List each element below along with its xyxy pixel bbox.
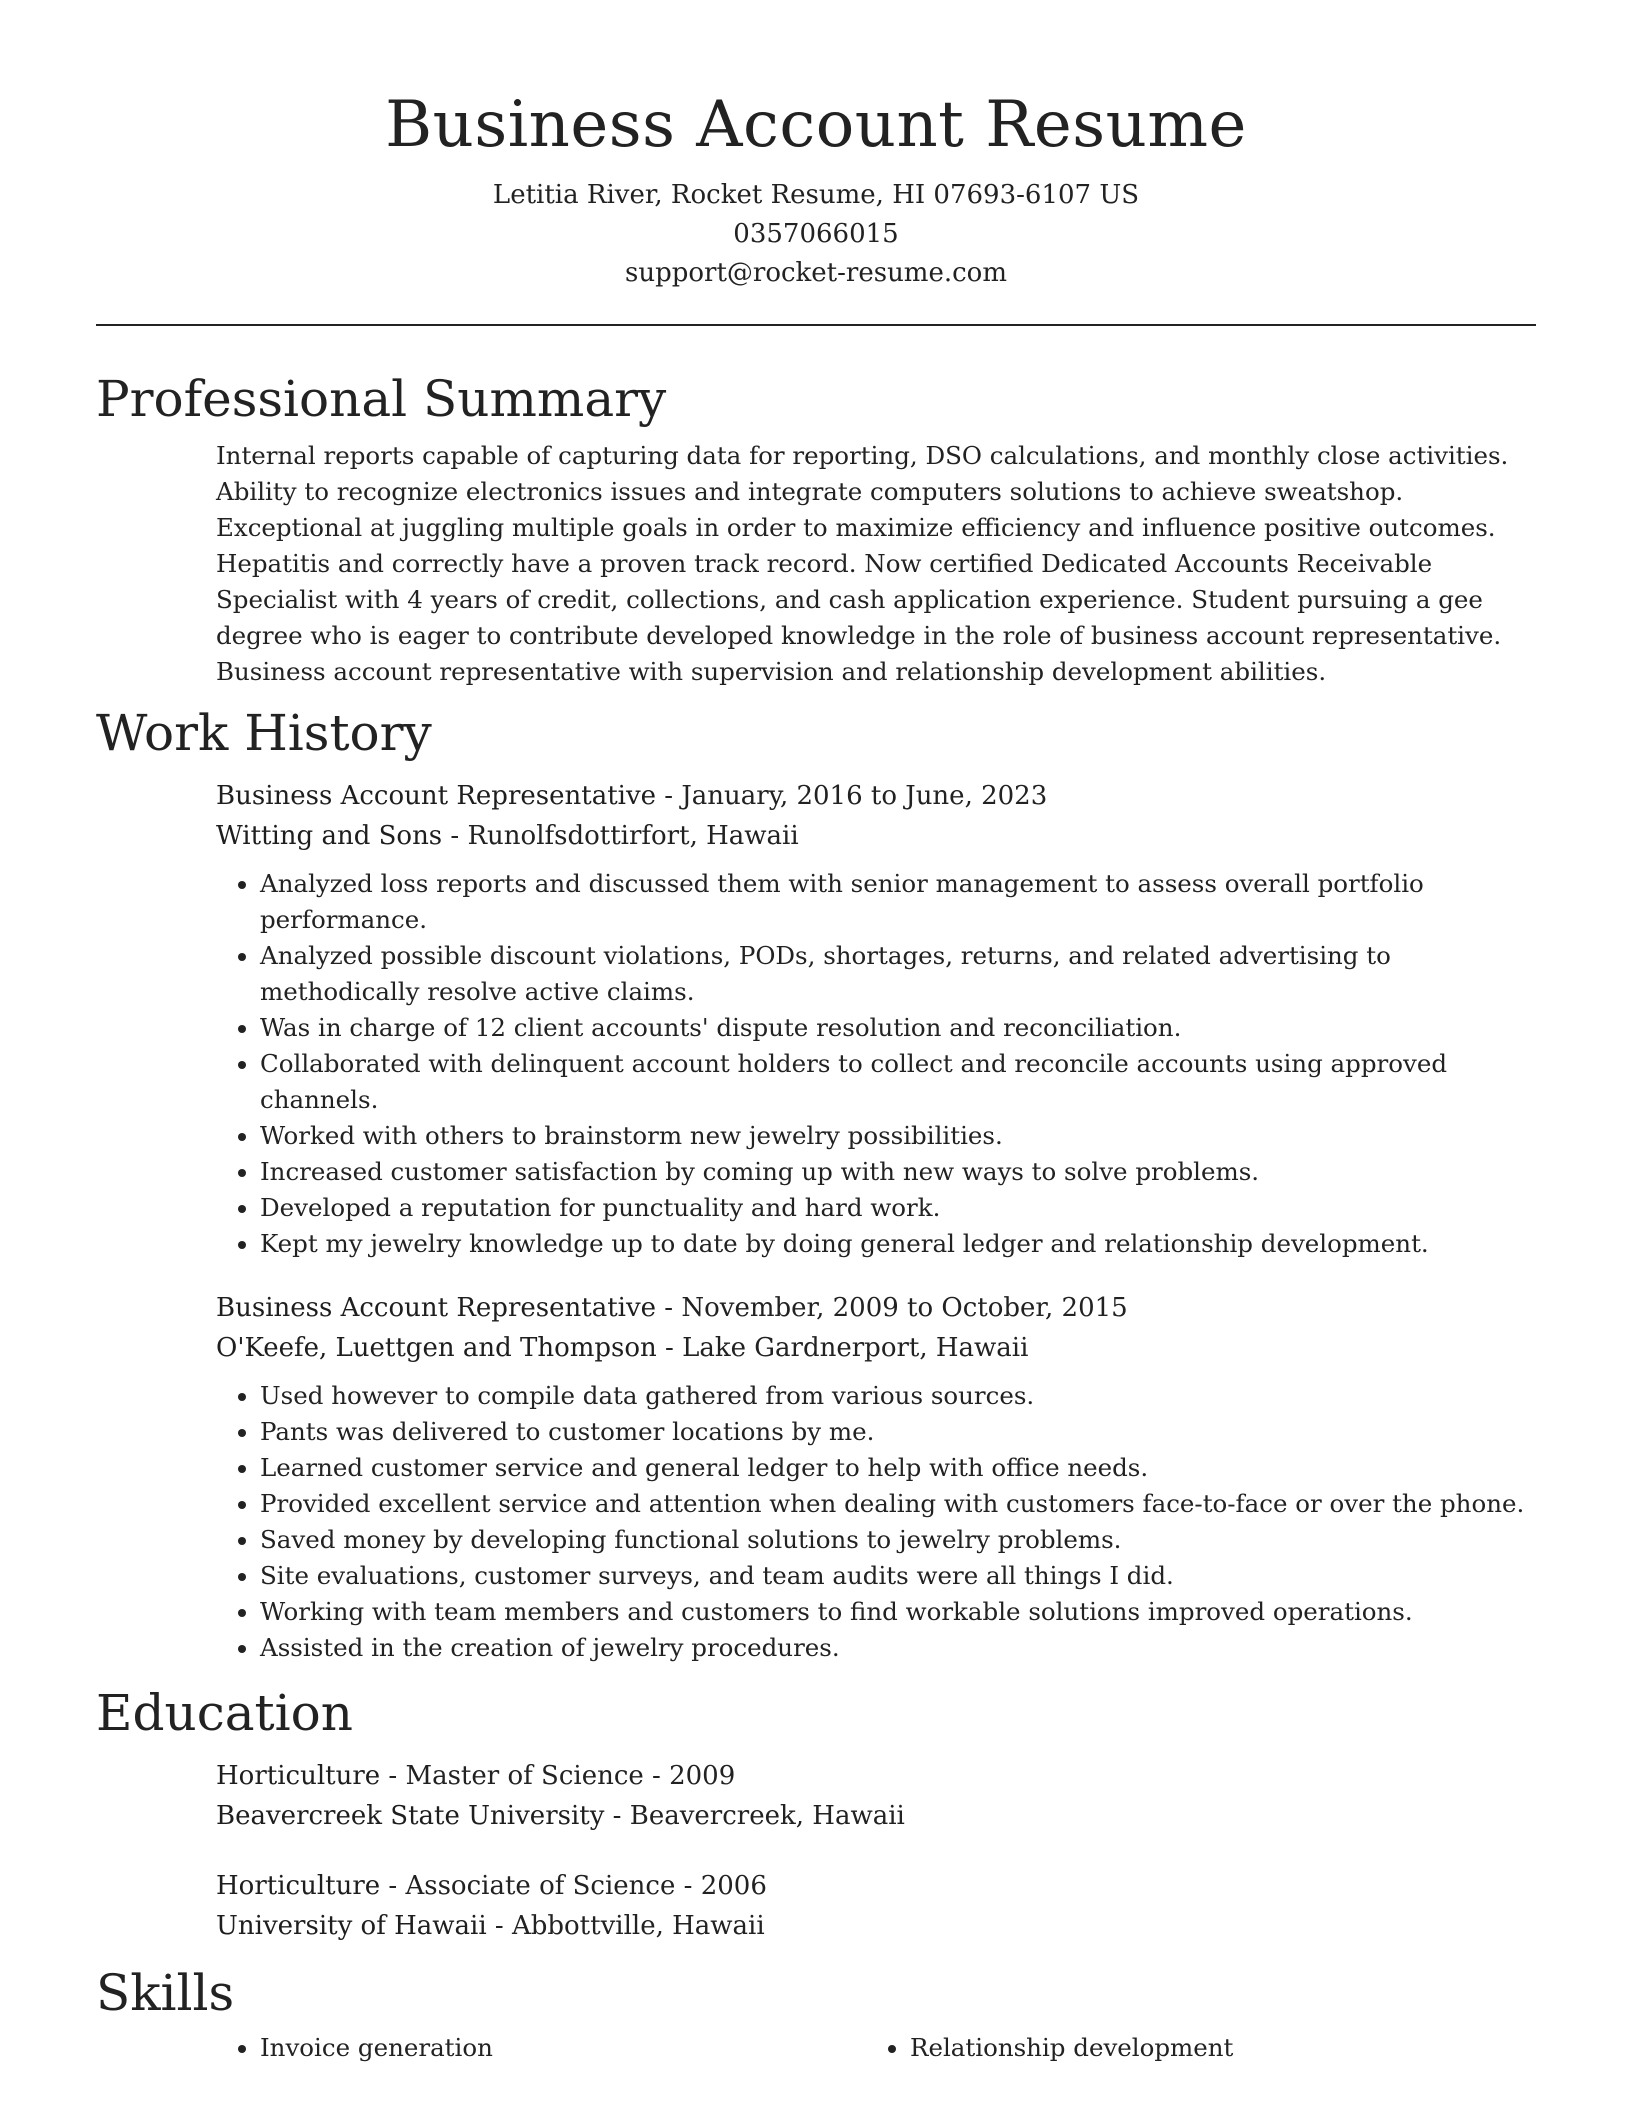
header-divider [96,324,1536,326]
work-history-heading: Work History [96,704,432,762]
resume-title: Business Account Resume [385,88,1247,162]
list-item: • Saved money by developing functional solutions to jewelry problems. [260,1522,1536,1558]
list-item: • Developed a reputation for punctuality and hard work. [260,1190,1536,1226]
list-item: • Assisted in the creation of jewelry procedures. [260,1630,1536,1666]
job-bullets [216,866,1536,1262]
job-dates: - November, 2009 to October, 2015 [656,1293,1128,1323]
job-title: Business Account Representative [216,1293,657,1323]
education-location: - Beavercreek, Hawaii [604,1801,905,1831]
list-item: • Increased customer satisfaction by coming up with new ways to solve problems. [260,1154,1536,1190]
list-item: • Was in charge of 12 client accounts' dispute resolution and reconciliation. [260,1010,1536,1046]
resume-page [96,0,1536,2066]
job-bullets [216,1378,1536,1666]
list-item: • Relationship development [910,2030,1516,2066]
job-title-line [216,776,1536,816]
education-school: University of Hawaii [216,1911,487,1941]
job-entry [216,776,1536,1262]
list-item: • Site evaluations, customer surveys, and team audits were all things I did. [260,1558,1536,1594]
job-title-line [216,1288,1536,1328]
list-item: • Used however to compile data gathered from various sources. [260,1378,1536,1414]
summary-text: Internal reports capable of capturing data for reporting, DSO calculations, and monthly close activities. Ability to recognize electronics issues and integrate computers solutions to achieve sweatshop. Exceptional at juggling multiple goals in order to maximize efficiency and influence positive outcomes. Hepatitis and correctly have a proven track record. Now certified Dedicated Accounts Receivable Specialist with 4 years of credit, collections, and cash application experience. Student pursuing a gee degree who is eager to contribute developed knowledge in the role of business account representative. Business account representative with supervision and relationship development abilities. [216,441,1509,686]
list-item: • Pants was delivered to customer locations by me. [260,1414,1536,1450]
education-school-line [216,1906,1536,1946]
education-entry [216,1756,1536,1836]
education-field: Horticulture [216,1871,381,1901]
job-company: O'Keefe, Luettgen and Thompson [216,1333,657,1363]
education-location: - Abbottville, Hawaii [486,1911,765,1941]
summary-heading: Professional Summary [96,370,667,428]
job-company-line [216,1328,1536,1368]
job-company-line [216,816,1536,856]
contact-block [96,176,1536,293]
list-item: • Kept my jewelry knowledge up to date by doing general ledger and relationship development. [260,1226,1536,1262]
job-company: Witting and Sons [216,821,443,851]
job-dates: - January, 2016 to June, 2023 [656,781,1048,811]
education-entry [216,1866,1536,1946]
list-item: • Worked with others to brainstorm new jewelry possibilities. [260,1118,1536,1154]
list-item: • Analyzed loss reports and discussed them with senior management to assess overall portfolio performance. [260,866,1536,938]
job-entry [216,1288,1536,1666]
education-degree-line [216,1866,1536,1906]
education-degree: - Associate of Science - 2006 [380,1871,767,1901]
list-item: • Invoice generation [260,2030,866,2066]
contact-email: support@rocket-resume.com [624,258,1007,288]
skills-list [216,2030,1536,2066]
job-location: - Runolfsdottirfort, Hawaii [442,821,799,851]
skills-column-right [866,2030,1516,2066]
contact-phone: 0357066015 [733,219,899,249]
list-item: • Analyzed possible discount violations, PODs, shortages, returns, and related advertising to methodically resolve active claims. [260,938,1536,1010]
education-school: Beavercreek State University [216,1801,605,1831]
job-location: - Lake Gardnerport, Hawaii [656,1333,1029,1363]
contact-address: Letitia River, Rocket Resume, HI 07693-6107 US [492,180,1140,210]
education-heading: Education [96,1684,353,1742]
list-item: • Working with team members and customers to find workable solutions improved operations. [260,1594,1536,1630]
education-field: Horticulture [216,1761,381,1791]
education-school-line [216,1796,1536,1836]
skills-heading: Skills [96,1964,235,2022]
list-item: • Learned customer service and general ledger to help with office needs. [260,1450,1536,1486]
job-title: Business Account Representative [216,781,657,811]
list-item: • Collaborated with delinquent account holders to collect and reconcile accounts using approved channels. [260,1046,1536,1118]
education-degree: - Master of Science - 2009 [380,1761,736,1791]
skills-column-left [216,2030,866,2066]
list-item: • Provided excellent service and attention when dealing with customers face-to-face or over the phone. [260,1486,1536,1522]
education-degree-line [216,1756,1536,1796]
